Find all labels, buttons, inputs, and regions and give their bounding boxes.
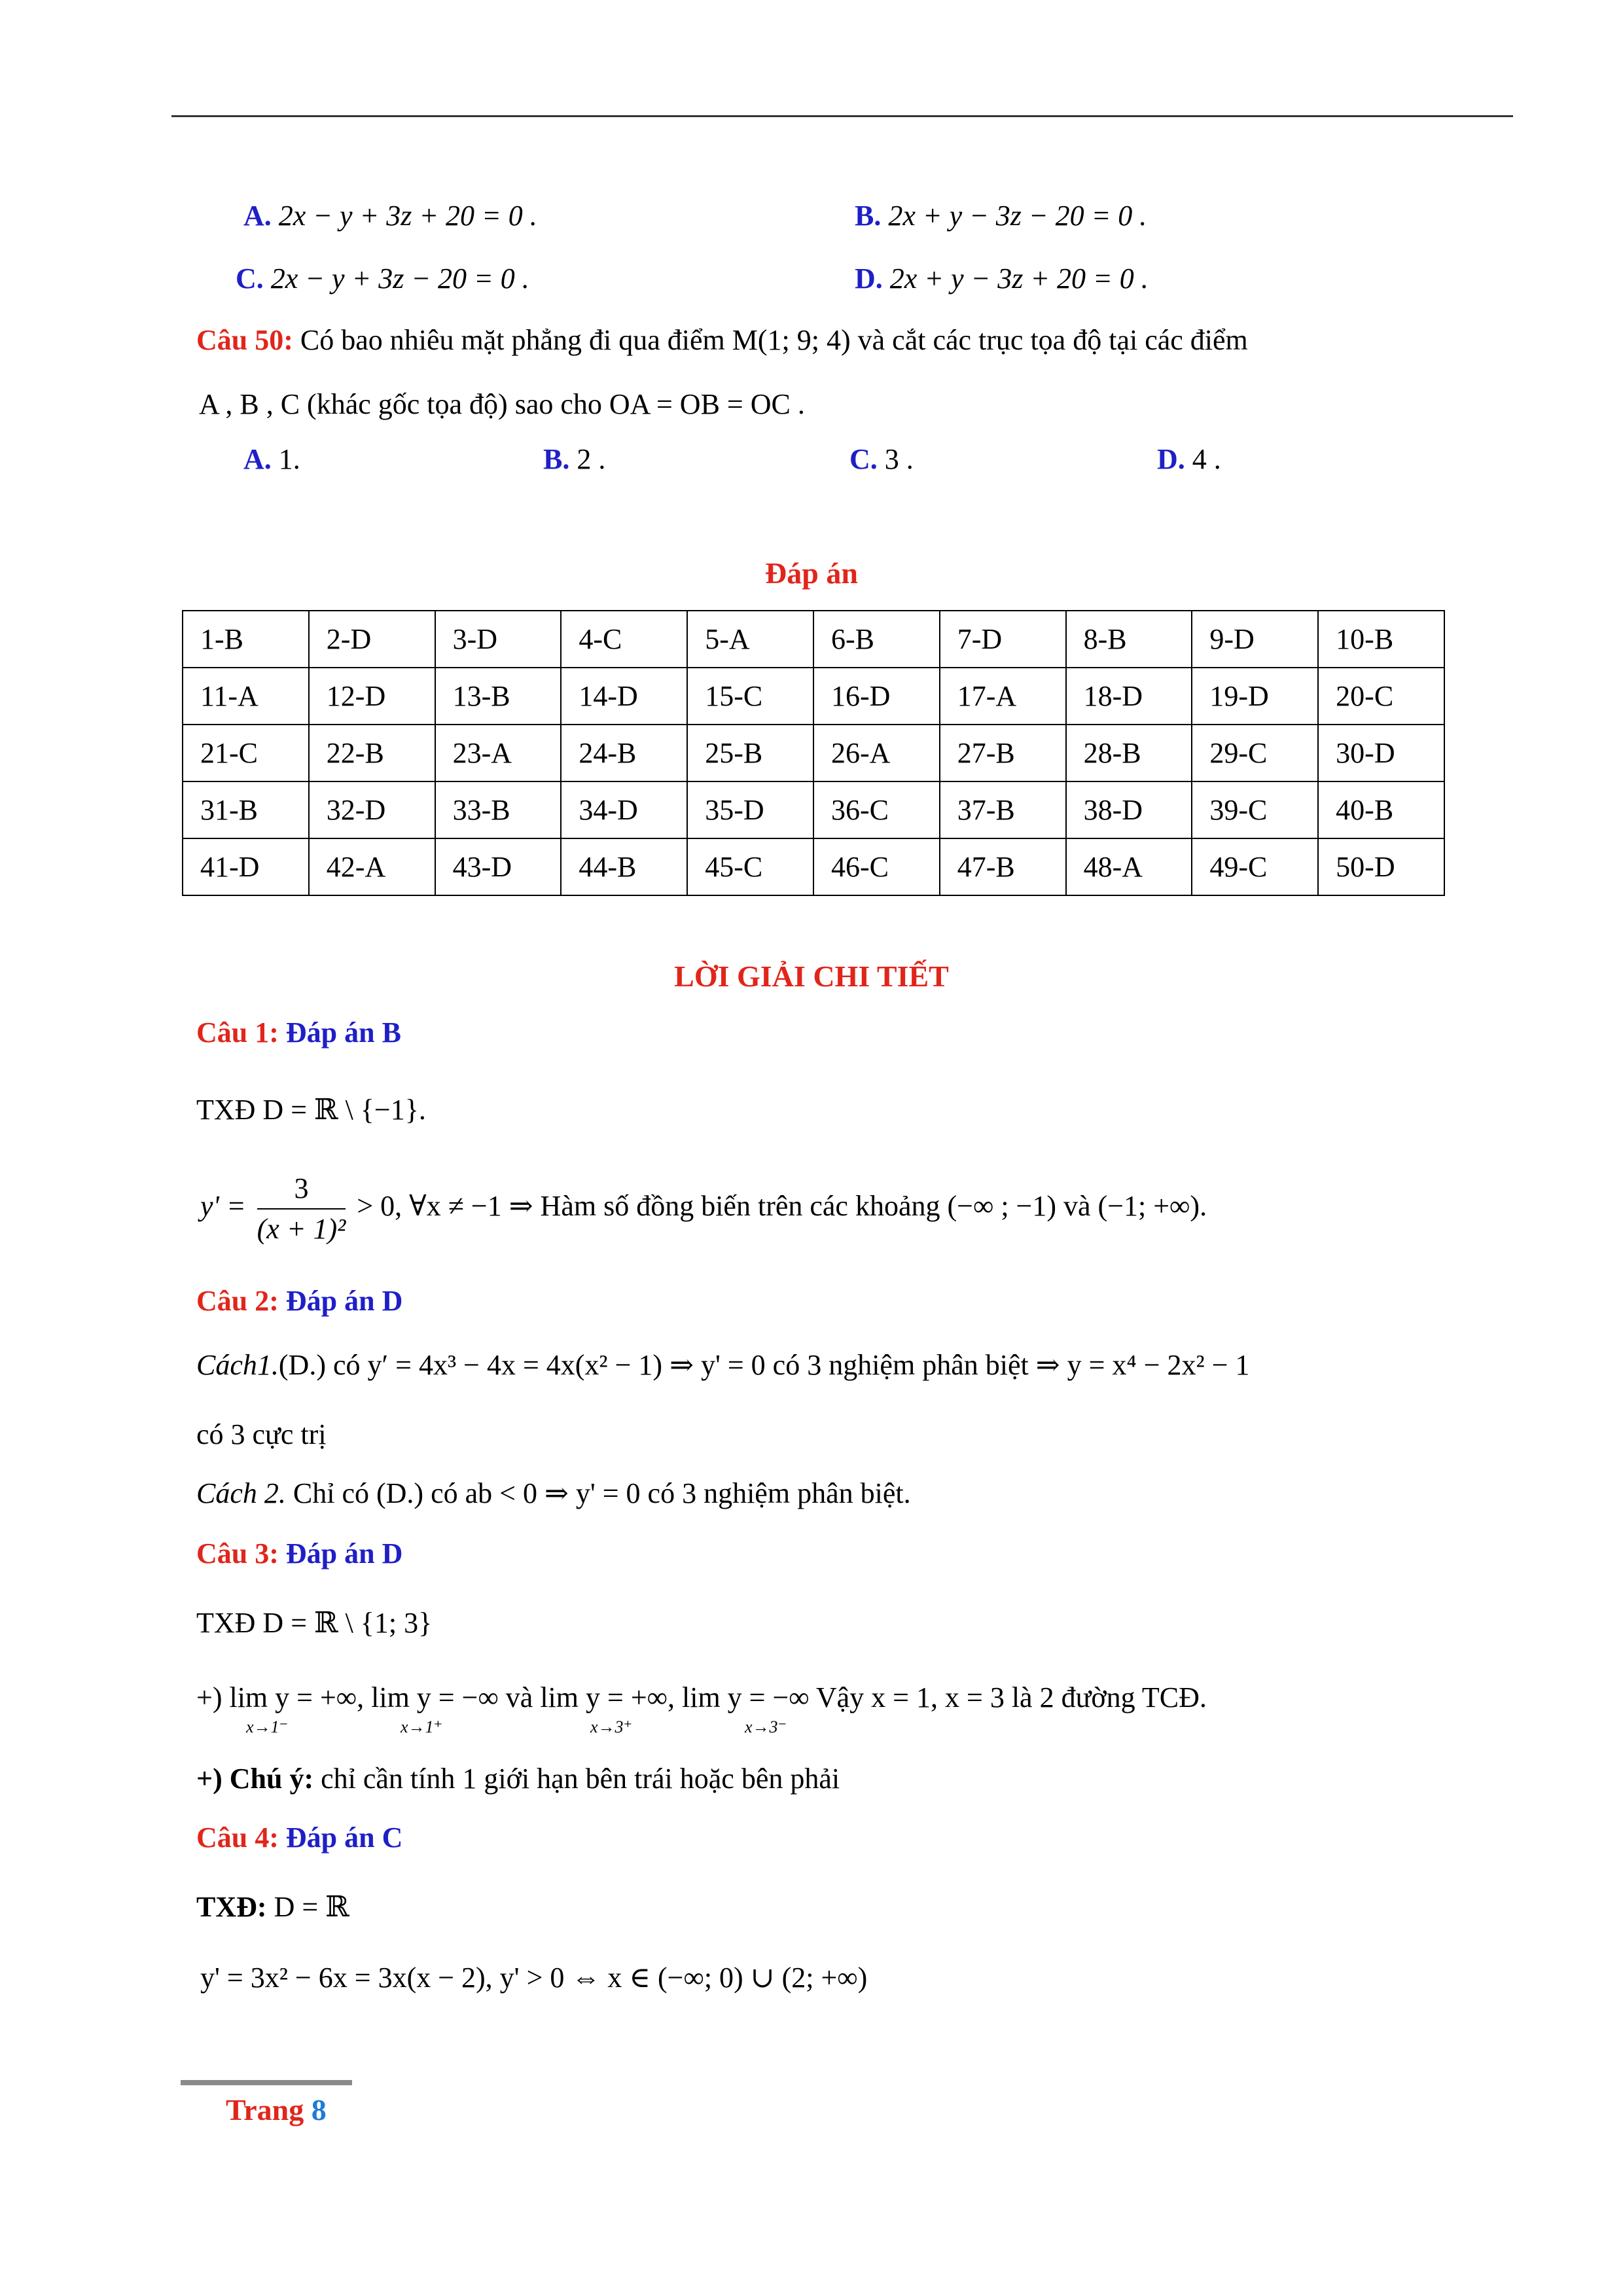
answer-row — [183, 838, 1444, 895]
fraction-numerator: 3 — [257, 1169, 346, 1210]
option-text: 2 . — [577, 443, 606, 475]
note-text: chỉ cần tính 1 giới hạn bên trái hoặc bên phải — [313, 1763, 840, 1795]
answer-cell: 6-B — [813, 611, 940, 668]
answer-label: Đáp án D — [285, 1285, 403, 1317]
answer-cell: 28-B — [1066, 725, 1192, 781]
answer-cell: 34-D — [561, 781, 687, 838]
answer-cell: 45-C — [687, 838, 813, 895]
s2-heading — [196, 1283, 402, 1319]
answer-cell: 26-A — [813, 725, 940, 781]
question-label: Câu 4: — [196, 1821, 279, 1854]
q50-option-b — [543, 441, 605, 478]
q50-option-c — [849, 441, 914, 478]
answer-cell: 9-D — [1192, 611, 1318, 668]
method-text: có 3 cực trị — [196, 1418, 327, 1450]
answer-cell: 44-B — [561, 838, 687, 895]
option-text: 2x − y + 3z + 20 = 0 . — [278, 200, 537, 232]
domain-label: TXĐ: — [196, 1891, 267, 1923]
question-label: Câu 3: — [196, 1537, 279, 1570]
answer-cell: 48-A — [1066, 838, 1192, 895]
answer-cell: 15-C — [687, 668, 813, 725]
answer-cell: 20-C — [1318, 668, 1444, 725]
option-label: C. — [236, 262, 264, 295]
s4-derivative — [200, 1960, 867, 1996]
answer-cell: 5-A — [687, 611, 813, 668]
answer-key-table — [182, 610, 1445, 896]
limits-text: +) lim y = +∞, lim y = −∞ và lim y = +∞, lim y = −∞ Vậy x = 1, x = 3 là 2 đường TCĐ. — [196, 1681, 1207, 1713]
derivative-fraction — [257, 1169, 346, 1249]
s3-limits — [196, 1679, 1207, 1716]
method-label: Cách 2. — [196, 1477, 286, 1509]
answer-cell: 39-C — [1192, 781, 1318, 838]
q49-option-a — [243, 198, 537, 234]
option-text: 1. — [278, 443, 300, 475]
note-label: +) Chú ý: — [196, 1763, 314, 1795]
fraction-denominator: (x + 1)² — [257, 1213, 346, 1245]
s1-heading — [196, 1014, 401, 1051]
q50-line1 — [196, 322, 1248, 359]
option-label: B. — [855, 200, 882, 232]
q50-option-a — [243, 441, 300, 478]
answer-cell: 19-D — [1192, 668, 1318, 725]
q49-option-c — [236, 260, 529, 297]
answer-cell: 33-B — [435, 781, 562, 838]
answer-row — [183, 781, 1444, 838]
answer-cell: 22-B — [309, 725, 435, 781]
answer-cell: 23-A — [435, 725, 562, 781]
limit-subscript: x→3⁺ — [590, 1717, 633, 1736]
answer-cell: 14-D — [561, 668, 687, 725]
domain-text: D = ℝ — [266, 1891, 349, 1923]
answer-cell: 10-B — [1318, 611, 1444, 668]
limit-subscript: x→3⁻ — [745, 1717, 787, 1736]
answer-row — [183, 668, 1444, 725]
question-text: A , B , C (khác gốc tọa độ) sao cho OA = OB = OC . — [199, 388, 805, 420]
answer-cell: 17-A — [940, 668, 1066, 725]
s2-method2 — [196, 1475, 911, 1512]
option-label: A. — [243, 443, 272, 475]
answer-cell: 43-D — [435, 838, 562, 895]
option-text: 3 . — [884, 443, 914, 475]
page-footer — [226, 2092, 327, 2127]
page-number: 8 — [311, 2093, 327, 2126]
method-text: Chỉ có (D.) có ab < 0 ⇒ y' = 0 có 3 nghiệm phân biệt. — [285, 1477, 911, 1509]
s2-method1 — [196, 1347, 1250, 1384]
answer-cell: 7-D — [940, 611, 1066, 668]
option-label: A. — [243, 200, 272, 232]
answer-cell: 47-B — [940, 838, 1066, 895]
answer-cell: 49-C — [1192, 838, 1318, 895]
s3-note — [196, 1761, 840, 1797]
s3-domain — [196, 1605, 432, 1641]
domain-text: TXĐ D = ℝ \ {−1}. — [196, 1094, 426, 1126]
answer-cell: 16-D — [813, 668, 940, 725]
option-label: B. — [543, 443, 570, 475]
option-label: D. — [1157, 443, 1185, 475]
answer-label: Đáp án B — [285, 1016, 401, 1049]
answer-cell: 8-B — [1066, 611, 1192, 668]
s4-domain — [196, 1889, 349, 1926]
answer-label: Đáp án D — [285, 1537, 403, 1570]
q49-option-b — [855, 198, 1147, 234]
answer-cell: 30-D — [1318, 725, 1444, 781]
answer-key-title: Đáp án — [765, 556, 858, 590]
answer-label: Đáp án C — [285, 1821, 403, 1854]
answer-cell: 46-C — [813, 838, 940, 895]
question-label: Câu 2: — [196, 1285, 279, 1317]
page-label: Trang — [226, 2093, 312, 2126]
option-label: C. — [849, 443, 878, 475]
answer-cell: 40-B — [1318, 781, 1444, 838]
derivative-conclusion: > 0, ∀x ≠ −1 ⇒ Hàm số đồng biến trên các khoảng (−∞ ; −1) và (−1; +∞). — [357, 1190, 1207, 1223]
answer-cell: 41-D — [183, 838, 309, 895]
method-text: (D.) có y′ = 4x³ − 4x = 4x(x² − 1) ⇒ y' = 0 có 3 nghiệm phân biệt ⇒ y = x⁴ − 2x² − 1 — [278, 1349, 1250, 1381]
s2-method1-cont — [196, 1416, 327, 1453]
answer-row — [183, 725, 1444, 781]
question-text: Có bao nhiêu mặt phẳng đi qua điểm M(1; 9; 4) và cắt các trục tọa độ tại các điểm — [300, 324, 1248, 356]
solution-title: LỜI GIẢI CHI TIẾT — [674, 960, 949, 993]
answer-cell: 24-B — [561, 725, 687, 781]
answer-cell: 4-C — [561, 611, 687, 668]
s3-heading — [196, 1535, 402, 1572]
answer-cell: 3-D — [435, 611, 562, 668]
header-rule — [171, 115, 1513, 117]
limit-subscript: x→1⁺ — [401, 1717, 443, 1736]
q50-line2 — [199, 386, 805, 423]
answer-cell: 29-C — [1192, 725, 1318, 781]
limit-subscript: x→1⁻ — [246, 1717, 289, 1736]
answer-cell: 1-B — [183, 611, 309, 668]
option-text: 4 . — [1192, 443, 1221, 475]
domain-text: TXĐ D = ℝ \ {1; 3} — [196, 1607, 433, 1639]
method-label: Cách1. — [196, 1349, 279, 1381]
answer-cell: 31-B — [183, 781, 309, 838]
question-label: Câu 50: — [196, 324, 293, 356]
s1-derivative — [200, 1169, 1207, 1249]
answer-cell: 11-A — [183, 668, 309, 725]
option-text: 2x + y − 3z + 20 = 0 . — [889, 262, 1149, 295]
answer-cell: 38-D — [1066, 781, 1192, 838]
answer-cell: 35-D — [687, 781, 813, 838]
option-text: 2x + y − 3z − 20 = 0 . — [888, 200, 1147, 232]
option-text: 2x − y + 3z − 20 = 0 . — [270, 262, 529, 295]
s1-domain — [196, 1092, 426, 1128]
derivative-lhs: y' = — [200, 1190, 246, 1223]
answer-cell: 36-C — [813, 781, 940, 838]
answer-cell: 21-C — [183, 725, 309, 781]
answer-cell: 12-D — [309, 668, 435, 725]
option-label: D. — [855, 262, 883, 295]
answer-cell: 2-D — [309, 611, 435, 668]
answer-cell: 27-B — [940, 725, 1066, 781]
question-label: Câu 1: — [196, 1016, 279, 1049]
answer-row — [183, 611, 1444, 668]
answer-cell: 42-A — [309, 838, 435, 895]
s4-heading — [196, 1820, 402, 1856]
answer-cell: 32-D — [309, 781, 435, 838]
answer-cell: 13-B — [435, 668, 562, 725]
answer-cell: 25-B — [687, 725, 813, 781]
answer-cell: 50-D — [1318, 838, 1444, 895]
answer-cell: 37-B — [940, 781, 1066, 838]
q49-option-d — [855, 260, 1149, 297]
footer-bar — [181, 2080, 352, 2085]
q50-option-d — [1157, 441, 1221, 478]
derivative-text: y' = 3x² − 6x = 3x(x − 2), y' > 0 ⇔ x ∈ (−∞; 0) ∪ (2; +∞) — [200, 1962, 868, 1994]
answer-cell: 18-D — [1066, 668, 1192, 725]
